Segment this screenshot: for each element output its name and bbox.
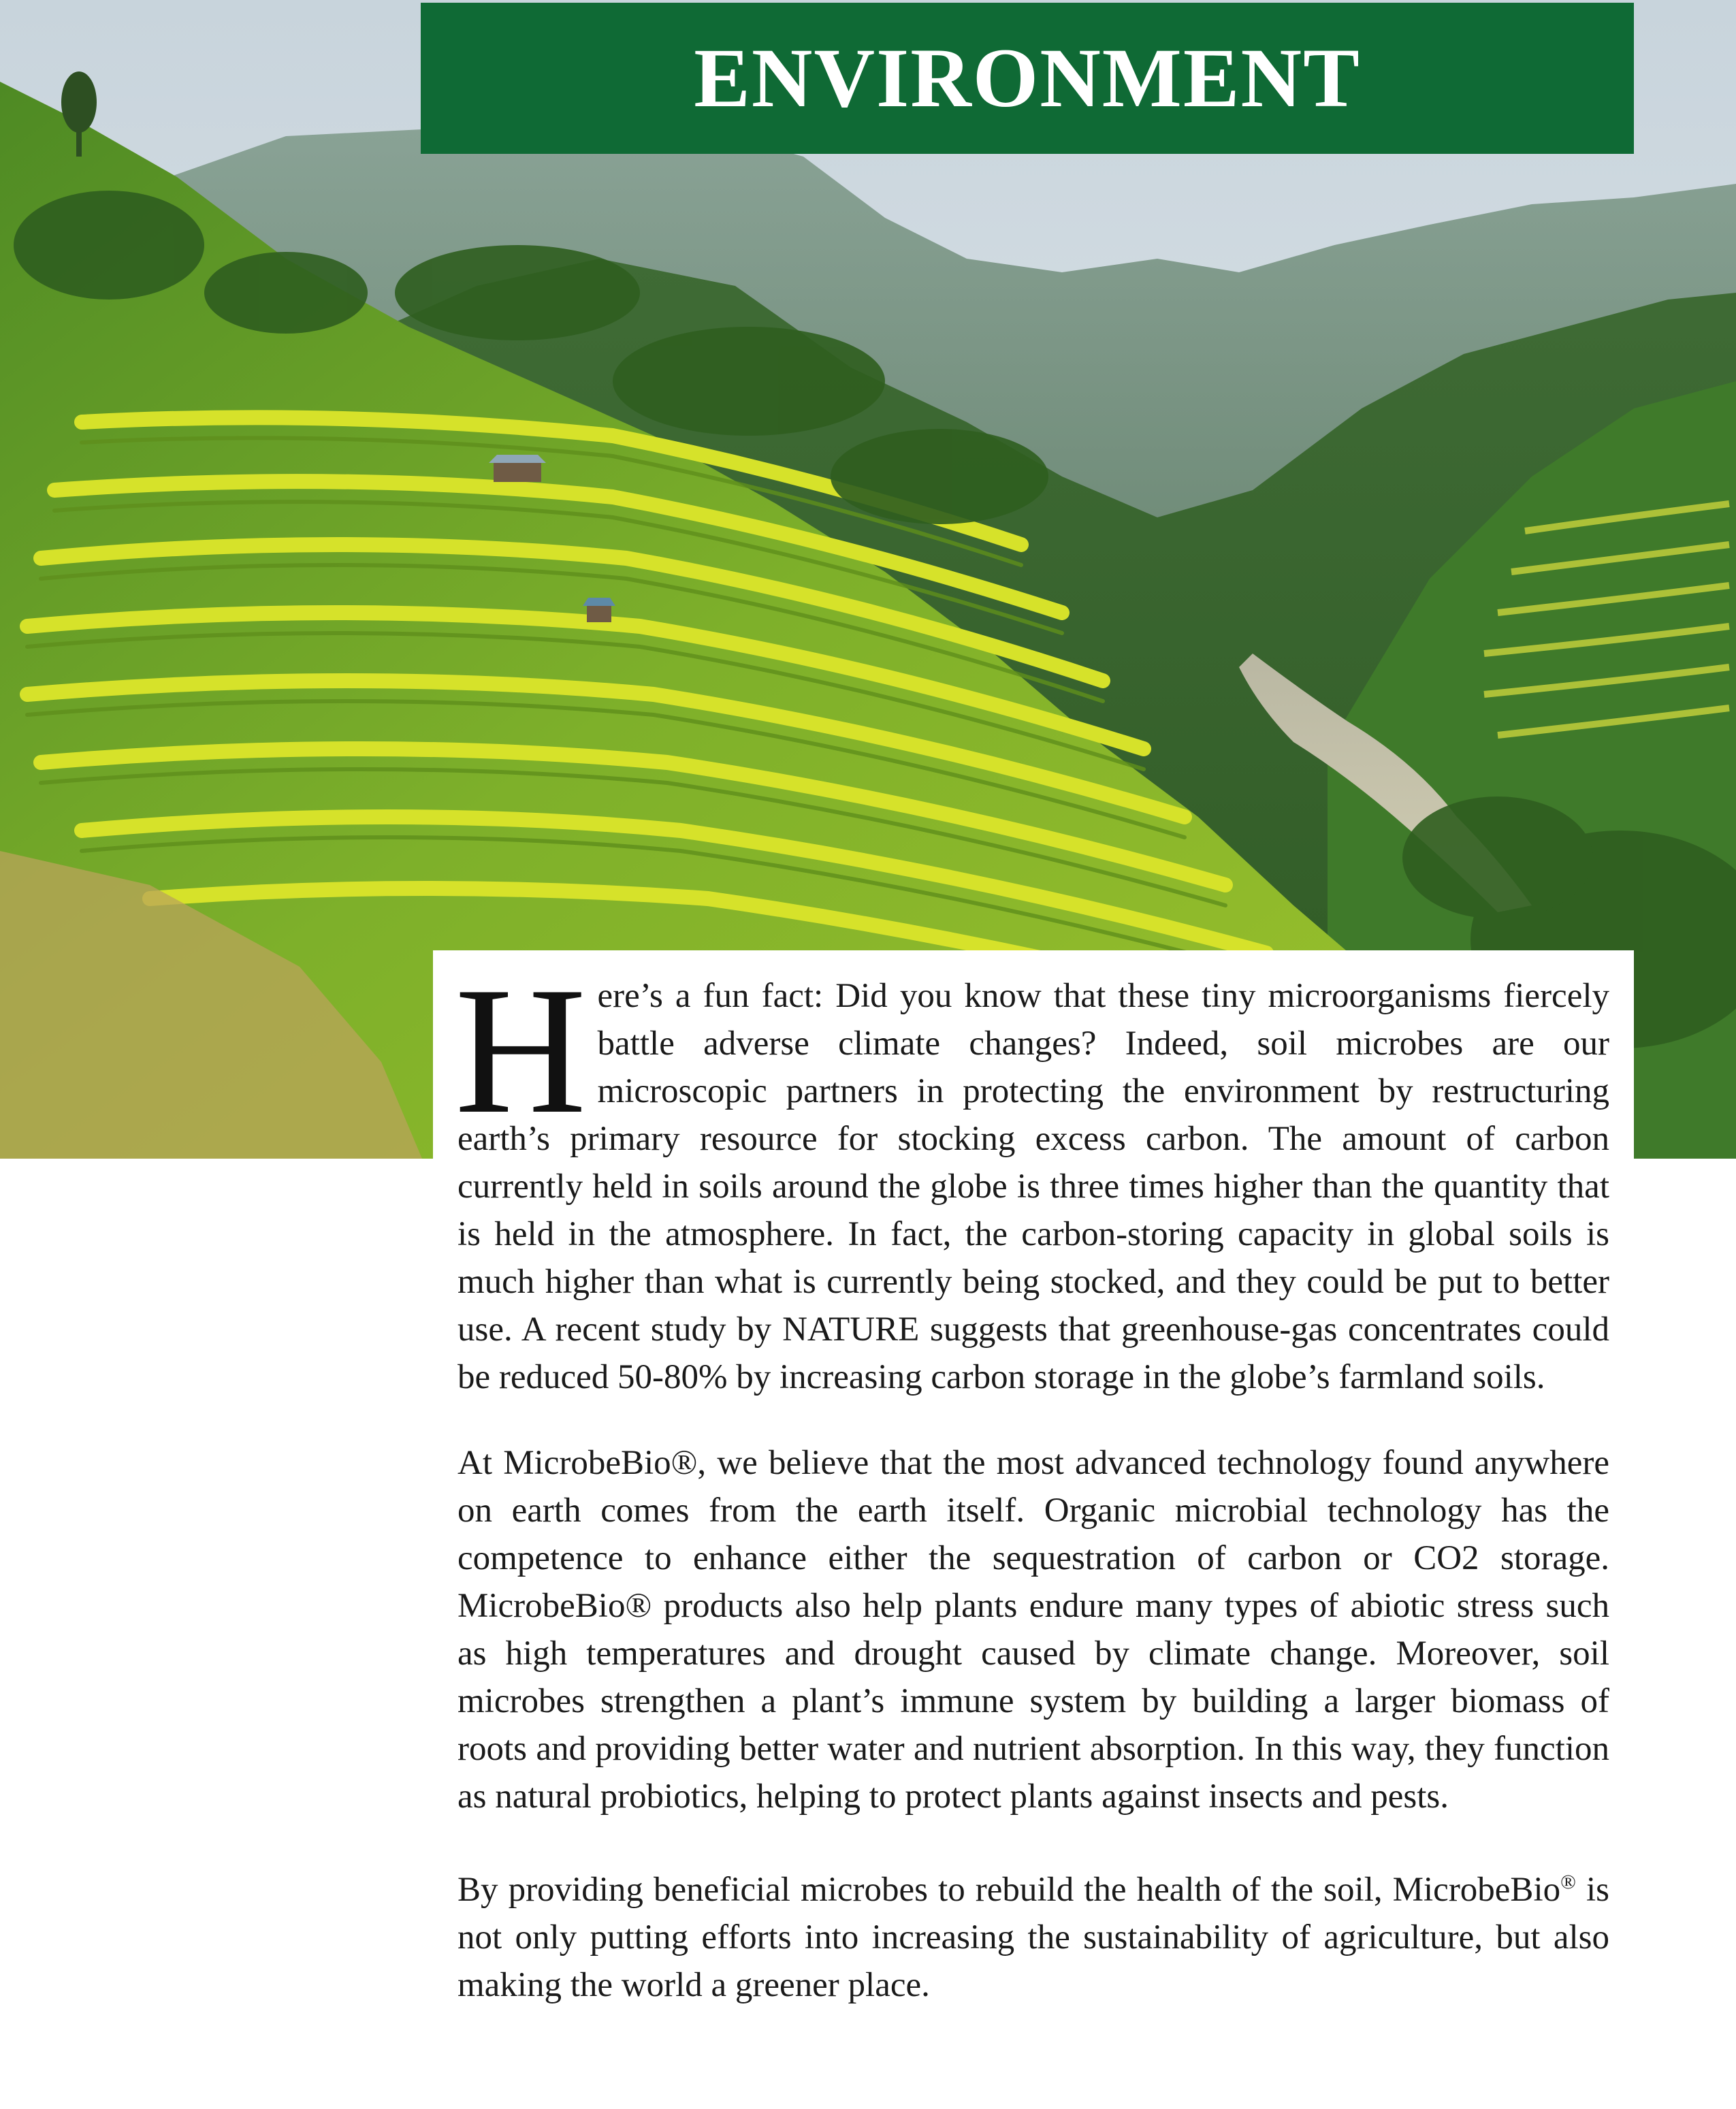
paragraph-3-text-b: is not only putting efforts into increasing the sustainability of agriculture, but also making the world a greener place. bbox=[457, 1871, 1609, 2004]
page-title: ENVIRONMENT bbox=[694, 31, 1361, 125]
drop-cap: H bbox=[455, 949, 587, 1151]
title-banner bbox=[421, 3, 1634, 154]
paragraph-3-text-a: By providing beneficial microbes to rebuild the health of the soil, MicrobeBio bbox=[457, 1871, 1561, 1909]
paragraph-1 bbox=[455, 949, 1609, 1401]
paragraph-1-text: ere’s a fun fact: Did you know that these tiny microorganisms fiercely battle adverse climate changes? Indeed, soil microbes are our microscopic partners in protecting the environment by restructuring earth’s primary resource for stocking excess carbon. The amount of carbon currently held in soils around the globe is three times higher than the quantity that is held in the atmosphere. In fact, the carbon-storing capacity in global soils is much higher than what is currently being stocked, and they could be put to better use. A recent study by NATURE suggests that greenhouse-gas concentrates could be reduced 50-80% by increasing carbon storage in the globe’s farmland soils. bbox=[457, 977, 1609, 1396]
article-body bbox=[455, 949, 1609, 2047]
paragraph-3 bbox=[457, 1858, 1609, 2009]
paragraph-2: At MicrobeBio®, we believe that the most advanced technology found anywhere on earth comes from the earth itself. Organic microbial technology has the competence to enhance either the sequestration of carbon or CO2 storage. MicrobeBio® products also help plants endure many types of abiotic stress such as high temperatures and drought caused by climate change. Moreover, soil microbes strengthen a plant’s immune system by building a larger biomass of roots and providing better water and nutrient absorption. In this way, they function as natural probiotics, helping to protect plants against insects and pests. bbox=[457, 1444, 1609, 1816]
article-panel bbox=[433, 950, 1634, 2109]
registered-mark: ® bbox=[1560, 1871, 1576, 1893]
